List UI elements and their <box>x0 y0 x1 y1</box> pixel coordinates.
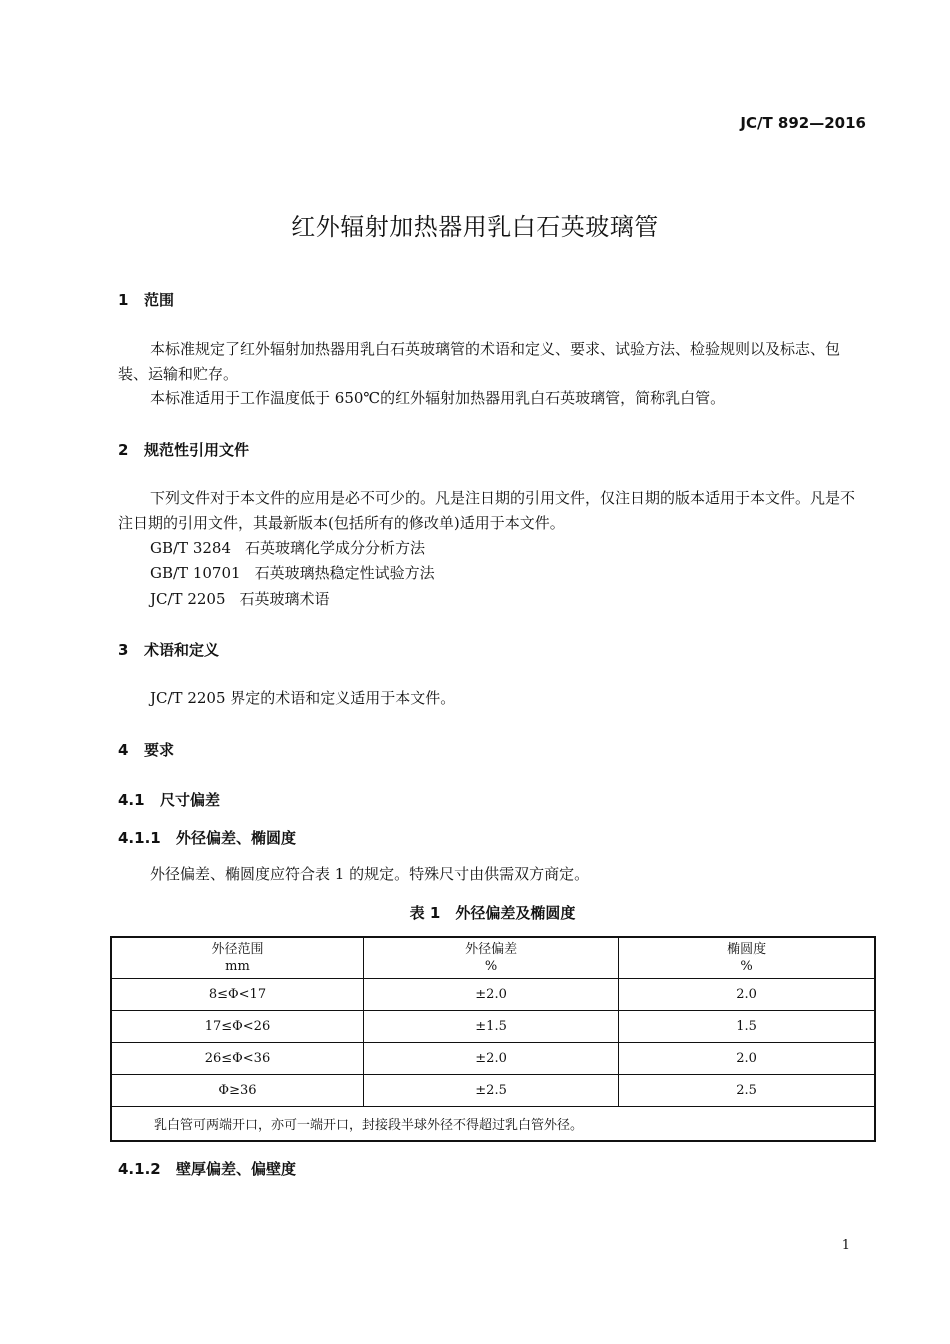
table-cell: ±2.0 <box>363 1043 618 1075</box>
section-4-1-1-heading <box>118 827 296 848</box>
reference-code: JC/T 2205 <box>150 590 226 608</box>
header-unit: mm <box>225 959 250 974</box>
reference-item <box>150 537 425 558</box>
header-name: 外径偏差 <box>465 942 518 957</box>
header-unit: % <box>740 959 753 974</box>
table-note: 乳白管可两端开口，亦可一端开口，封接段半球外径不得超过乳白管外径。 <box>111 1107 875 1142</box>
reference-item <box>150 562 435 583</box>
page-number: 1 <box>841 1238 850 1253</box>
document-title: 红外辐射加热器用乳白石英玻璃管 <box>291 213 659 241</box>
table-cell: 26≤Φ<36 <box>111 1043 363 1075</box>
table-header-cell <box>619 937 875 979</box>
table-cell: ±2.0 <box>363 979 618 1011</box>
reference-item <box>150 588 330 609</box>
section-number: 4.1.2 <box>118 1160 161 1178</box>
table-cell: 1.5 <box>619 1011 875 1043</box>
table-cell: 2.0 <box>619 979 875 1011</box>
table-row <box>111 1075 875 1107</box>
table-caption: 表 1 外径偏差及椭圆度 <box>409 904 576 922</box>
section-title: 要求 <box>144 741 175 759</box>
section-number: 3 <box>118 641 129 659</box>
header-name: 外径范围 <box>211 942 264 957</box>
paragraph: 本标准适用于工作温度低于 650℃的红外辐射加热器用乳白石英玻璃管，简称乳白管。 <box>150 389 726 407</box>
section-number: 4.1.1 <box>118 829 161 847</box>
paragraph: JC/T 2205 界定的术语和定义适用于本文件。 <box>150 689 456 707</box>
table-cell: 2.5 <box>619 1075 875 1107</box>
section-4-1-2-heading <box>118 1158 296 1179</box>
section-2-heading <box>118 439 249 460</box>
table-note-row <box>111 1107 875 1142</box>
tolerance-table <box>110 936 876 1142</box>
reference-name: 石英玻璃化学成分分析方法 <box>245 539 426 557</box>
section-title: 尺寸偏差 <box>160 791 221 809</box>
table-cell: ±1.5 <box>363 1011 618 1043</box>
section-title: 范围 <box>144 291 175 309</box>
reference-code: GB/T 10701 <box>150 564 241 582</box>
table-row <box>111 1011 875 1043</box>
section-number: 2 <box>118 441 129 459</box>
table-header-cell <box>363 937 618 979</box>
table-cell: 17≤Φ<26 <box>111 1011 363 1043</box>
header-name: 椭圆度 <box>727 942 767 957</box>
section-1-heading <box>118 289 174 310</box>
paragraph: 外径偏差、椭圆度应符合表 1 的规定。特殊尺寸由供需双方商定。 <box>150 865 590 883</box>
table-row <box>111 979 875 1011</box>
section-title: 外径偏差、椭圆度 <box>176 829 297 847</box>
paragraph: 下列文件对于本文件的应用是必不可少的。凡是注日期的引用文件，仅注日期的版本适用于本文件。凡是不注日期的引用文件，其最新版本(包括所有的修改单)适用于本文件。 <box>118 489 856 532</box>
reference-name: 石英玻璃术语 <box>239 590 330 608</box>
section-number: 4.1 <box>118 791 145 809</box>
header-unit: % <box>484 959 498 974</box>
section-number: 1 <box>118 291 129 309</box>
section-3-heading <box>118 639 219 660</box>
section-title: 规范性引用文件 <box>144 441 250 459</box>
table-cell: 8≤Φ<17 <box>111 979 363 1011</box>
table-row <box>111 1043 875 1075</box>
table-header-cell <box>111 937 363 979</box>
table-cell: 2.0 <box>619 1043 875 1075</box>
section-title: 术语和定义 <box>144 641 220 659</box>
table-cell: Φ≥36 <box>111 1075 363 1107</box>
reference-name: 石英玻璃热稳定性试验方法 <box>254 564 435 582</box>
section-number: 4 <box>118 741 129 759</box>
table-header-row <box>111 937 875 979</box>
table-cell: ±2.5 <box>363 1075 618 1107</box>
reference-code: GB/T 3284 <box>150 539 232 557</box>
paragraph: 本标准规定了红外辐射加热器用乳白石英玻璃管的术语和定义、要求、试验方法、检验规则以及标志、包装、运输和贮存。 <box>118 340 841 383</box>
section-4-1-heading <box>118 789 220 810</box>
section-4-heading <box>118 739 174 760</box>
section-title: 壁厚偏差、偏壁度 <box>176 1160 297 1178</box>
standard-code: JC/T 892—2016 <box>740 114 866 132</box>
